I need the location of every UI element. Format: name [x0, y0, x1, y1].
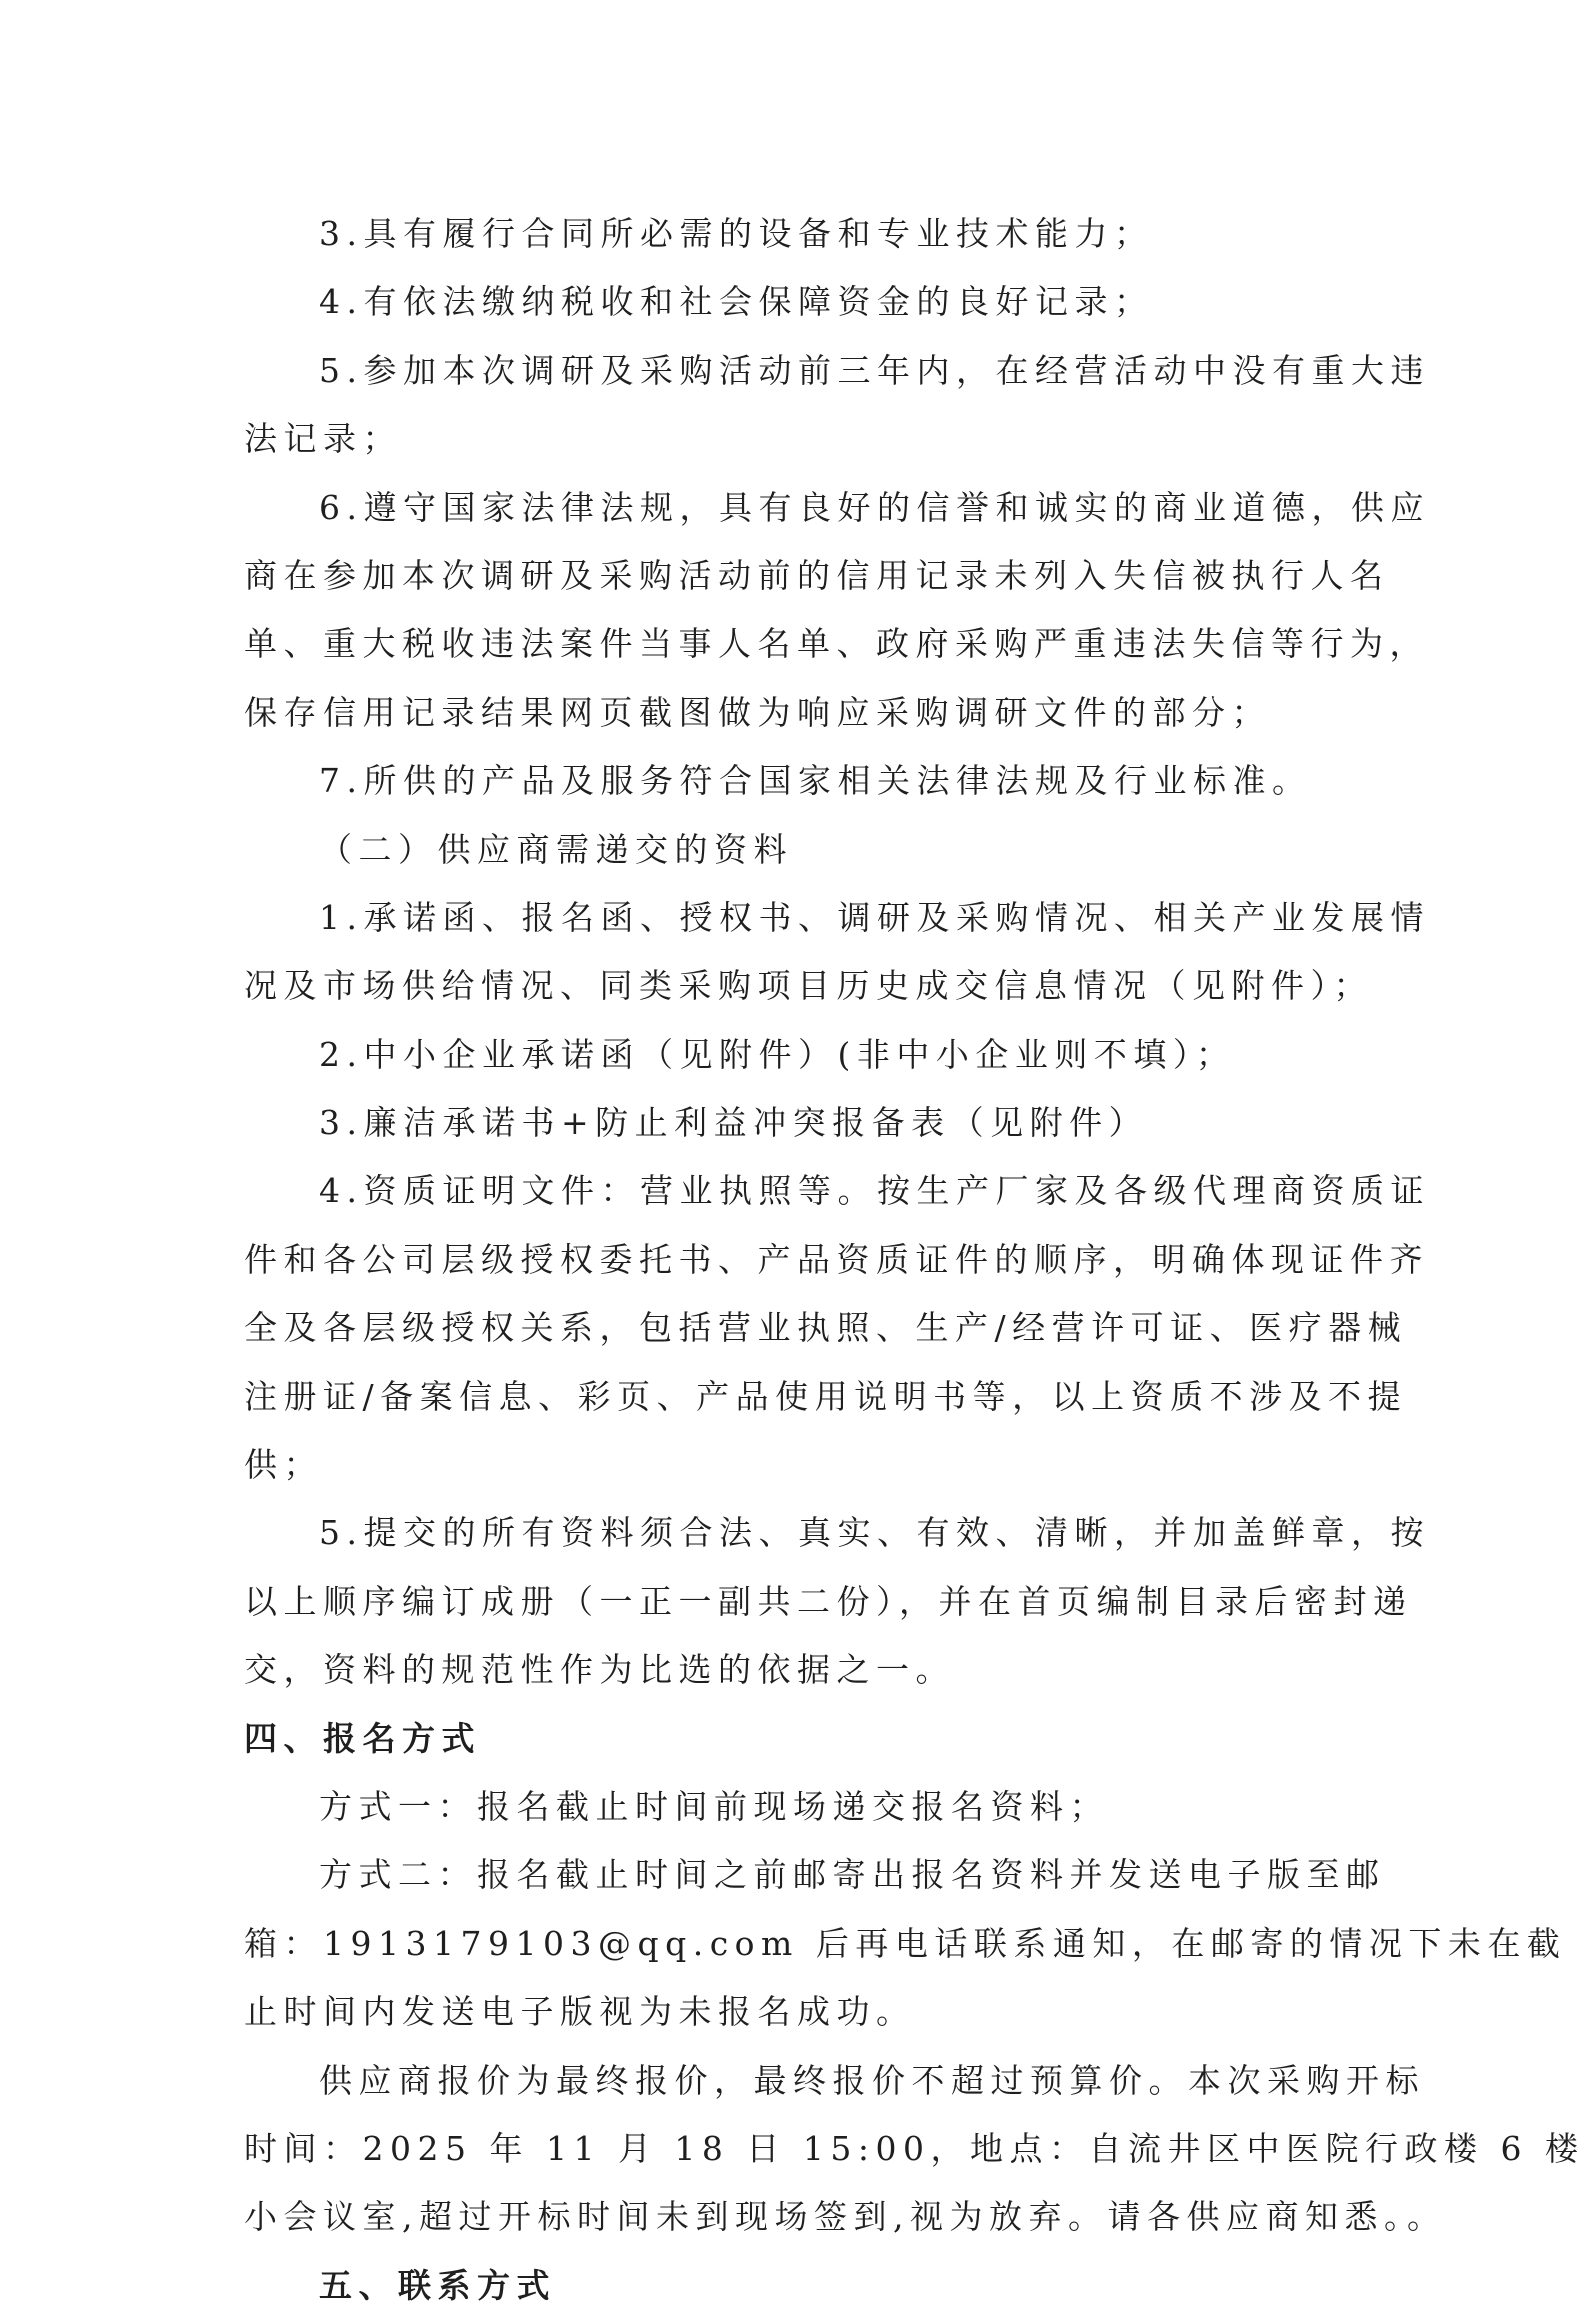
material-2: 2.中小企业承诺函（见附件）(非中小企业则不填）；: [319, 1034, 1236, 1074]
requirement-4: 4.有依法缴纳税收和社会保障资金的良好记录；: [319, 282, 1154, 322]
requirement-5-line-2: 法记录；: [244, 419, 402, 459]
registration-method-2-line-1: 方式二：报名截止时间之前邮寄出报名资料并发送电子版至邮: [319, 1855, 1386, 1895]
section-contact-heading: 五、联系方式: [319, 2265, 556, 2305]
requirement-6-line-4: 保存信用记录结果网页截图做为响应采购调研文件的部分；: [244, 692, 1271, 732]
requirement-6-line-3: 单、重大税收违法案件当事人名单、政府采购严重违法失信等行为，: [244, 624, 1429, 664]
material-4-line-5: 供；: [244, 1445, 323, 1485]
bid-info-line-1: 供应商报价为最终报价，最终报价不超过预算价。本次采购开标: [319, 2060, 1425, 2100]
material-5-line-1: 5.提交的所有资料须合法、真实、有效、清晰，并加盖鲜章，按: [319, 1513, 1430, 1553]
material-4-line-3: 全及各层级授权关系，包括营业执照、生产/经营许可证、医疗器械: [244, 1308, 1408, 1348]
material-4-line-4: 注册证/备案信息、彩页、产品使用说明书等，以上资质不涉及不提: [244, 1376, 1408, 1416]
requirement-5-line-1: 5.参加本次调研及采购活动前三年内，在经营活动中没有重大违: [319, 350, 1430, 390]
requirement-6-line-1: 6.遵守国家法律法规，具有良好的信誉和诚实的商业道德，供应: [319, 487, 1430, 527]
material-4-line-2: 件和各公司层级授权委托书、产品资质证件的顺序，明确体现证件齐: [244, 1239, 1429, 1279]
subsection-materials-title: （二）供应商需递交的资料: [319, 829, 793, 869]
registration-method-2-line-3: 止时间内发送电子版视为未报名成功。: [244, 1992, 916, 2032]
material-5-line-3: 交，资料的规范性作为比选的依据之一。: [244, 1650, 955, 1690]
section-registration-heading: 四、报名方式: [244, 1718, 481, 1758]
requirement-3: 3.具有履行合同所必需的设备和专业技术能力；: [319, 214, 1154, 253]
material-4-line-1: 4.资质证明文件：营业执照等。按生产厂家及各级代理商资质证: [319, 1171, 1430, 1211]
material-5-line-2: 以上顺序编订成册（一正一副共二份），并在首页编制目录后密封递: [244, 1581, 1413, 1621]
requirement-6-line-2: 商在参加本次调研及采购活动前的信用记录未列入失信被执行人名: [244, 555, 1390, 595]
material-1-line-1: 1.承诺函、报名函、授权书、调研及采购情况、相关产业发展情: [319, 897, 1430, 937]
material-3: 3.廉洁承诺书+防止利益冲突报备表（见附件）: [319, 1103, 1149, 1143]
document-body: [244, 200, 1585, 2320]
material-1-line-2: 况及市场供给情况、同类采购项目历史成交信息情况（见附件）；: [244, 966, 1373, 1006]
registration-method-2-line-2: 箱：1913179103@qq.com 后再电话联系通知，在邮寄的情况下未在截: [244, 1923, 1567, 1963]
bid-info-line-2: 时间：2025 年 11 月 18 日 15:00，地点：自流井区中医院行政楼 6 楼: [244, 2128, 1585, 2168]
bid-info-line-3: 小会议室,超过开标时间未到现场签到,视为放弃。请各供应商知悉。。: [244, 2197, 1447, 2237]
requirement-7: 7.所供的产品及服务符合国家相关法律法规及行业标准。: [319, 761, 1312, 801]
registration-method-1: 方式一：报名截止时间前现场递交报名资料；: [319, 1786, 1109, 1826]
